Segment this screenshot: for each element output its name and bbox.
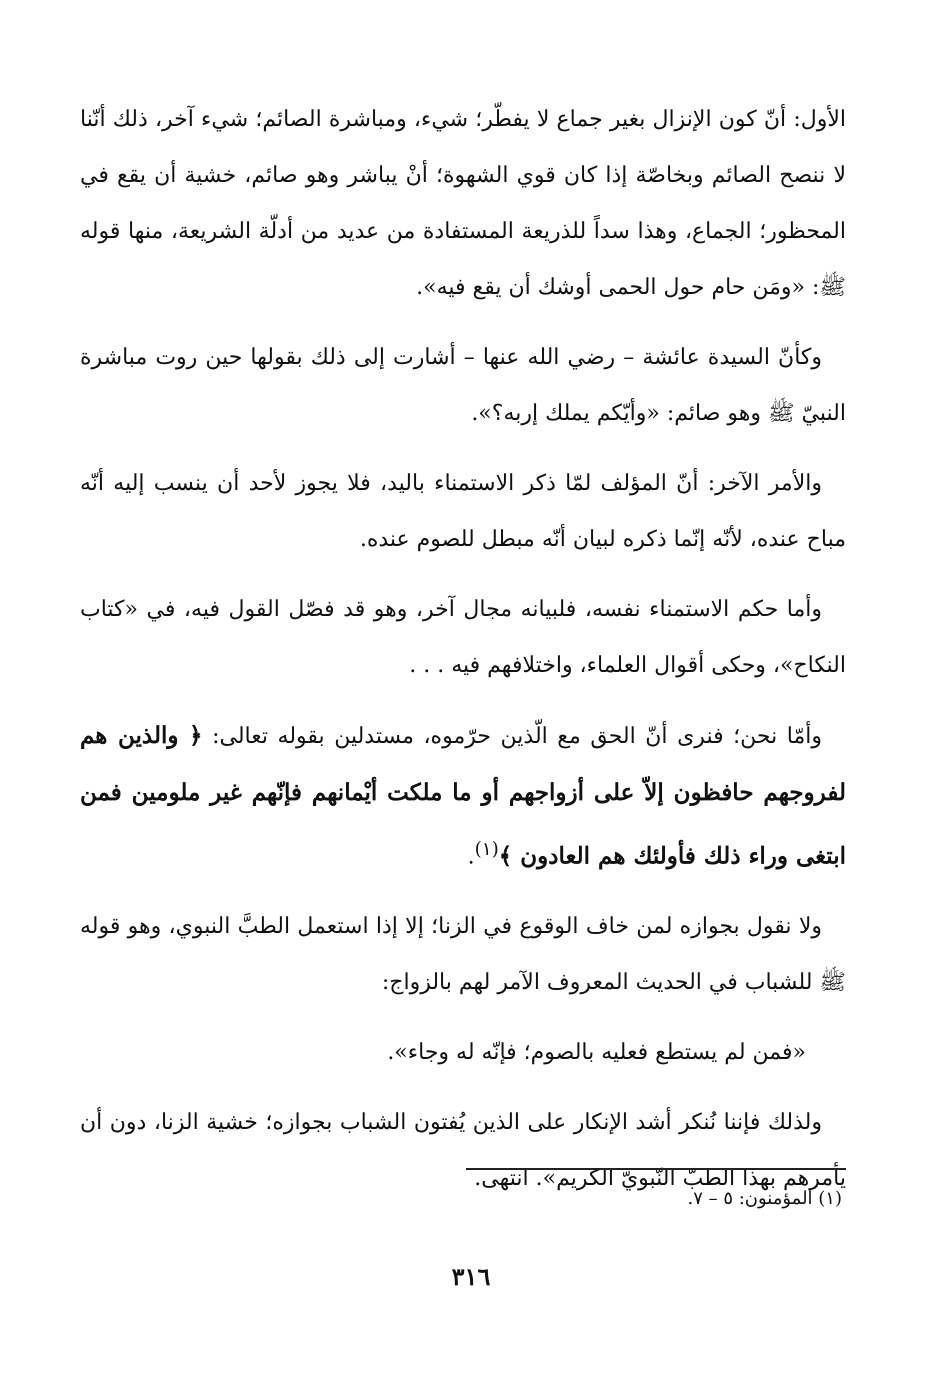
paragraph-prophetic-medicine: ولا نقول بجوازه لمن خاف الوقوع في الزنا؛ إلا إذا استعمل الطبَّ النبوي، وهو قوله ﷺ للشباب في الحديث المعروف الآمر لهم بالزواج: (80, 914, 846, 996)
paragraph-other-matter: والأمر الآخر: أنّ المؤلف لمّا ذكر الاستمناء باليد، فلا يجوز لأحد أن ينسب إليه أنّه مباح عنده، لأنّه إنّما ذكره لبيان أنّه مبطل للصوم عنده. (80, 471, 846, 552)
paragraph-istimna-ruling: وأما حكم الاستمناء نفسه، فلبيانه مجال آخر، وهو قد فصّل القول فيه، في «كتاب النكاح»، وحكى أقوال العلماء، واختلافهم فيه . . . (80, 597, 846, 678)
verse-end: . (467, 844, 475, 870)
paragraph-first: الأول: أنّ كون الإنزال بغير جماع لا يفطّر؛ شيء، ومباشرة الصائم؛ شيء آخر، ذلك أنّنا لا ننصح الصائم وبخاصّة إذا كان قوي الشهوة؛ أنْ يباشر وهو صائم، خشية أن يقع في المحظور؛ الجماع، وهذا سداً للذريعة المستفادة من عديد من أدلّة الشريعة، منها قوله ﷺ: «ومَن حام حول الحمى أوشك أن يقع فيه». (80, 107, 846, 300)
paragraph-our-view-text: وأمّا نحن؛ فنرى أنّ الحق مع الّذين حرّموه، مستدلين بقوله تعالى: (212, 724, 822, 749)
page-number: ٣١٦ (451, 1262, 491, 1291)
paragraph-aisha: وكأنّ السيدة عائشة – رضي الله عنها – أشارت إلى ذلك بقولها حين روت مباشرة النبيّ ﷺ وهو صائم: «وأيّكم يملك إربه؟». (80, 345, 846, 426)
quran-verse: ﴿ والذين هم لفروجهم حافظون إلاّ على أزواجهم أو ما ملكت أيْمانهم فإنّهم غير ملومين فمن ابتغى وراء ذلك فأولئك هم العادون ﴾ (80, 722, 846, 870)
footnote-ref: (١) (474, 839, 499, 860)
hadith-quote: «فمن لم يستطع فعليه بالصوم؛ فإنّه له وجاء». (387, 1040, 806, 1066)
page-body (80, 92, 846, 1221)
paragraph-conclusion: ولذلك فإننا نُنكر أشد الإنكار على الذين يُفتون الشباب بجوازه؛ خشية الزنا، دون أن يأمرهم بهذا الطبّ النّبويّ الكريم». انتهى. (80, 1110, 846, 1192)
footnote: (١) المؤمنون: ٥ – ٧. (687, 1188, 842, 1209)
paragraph-our-view (80, 708, 846, 885)
footnote-divider (466, 1168, 846, 1170)
